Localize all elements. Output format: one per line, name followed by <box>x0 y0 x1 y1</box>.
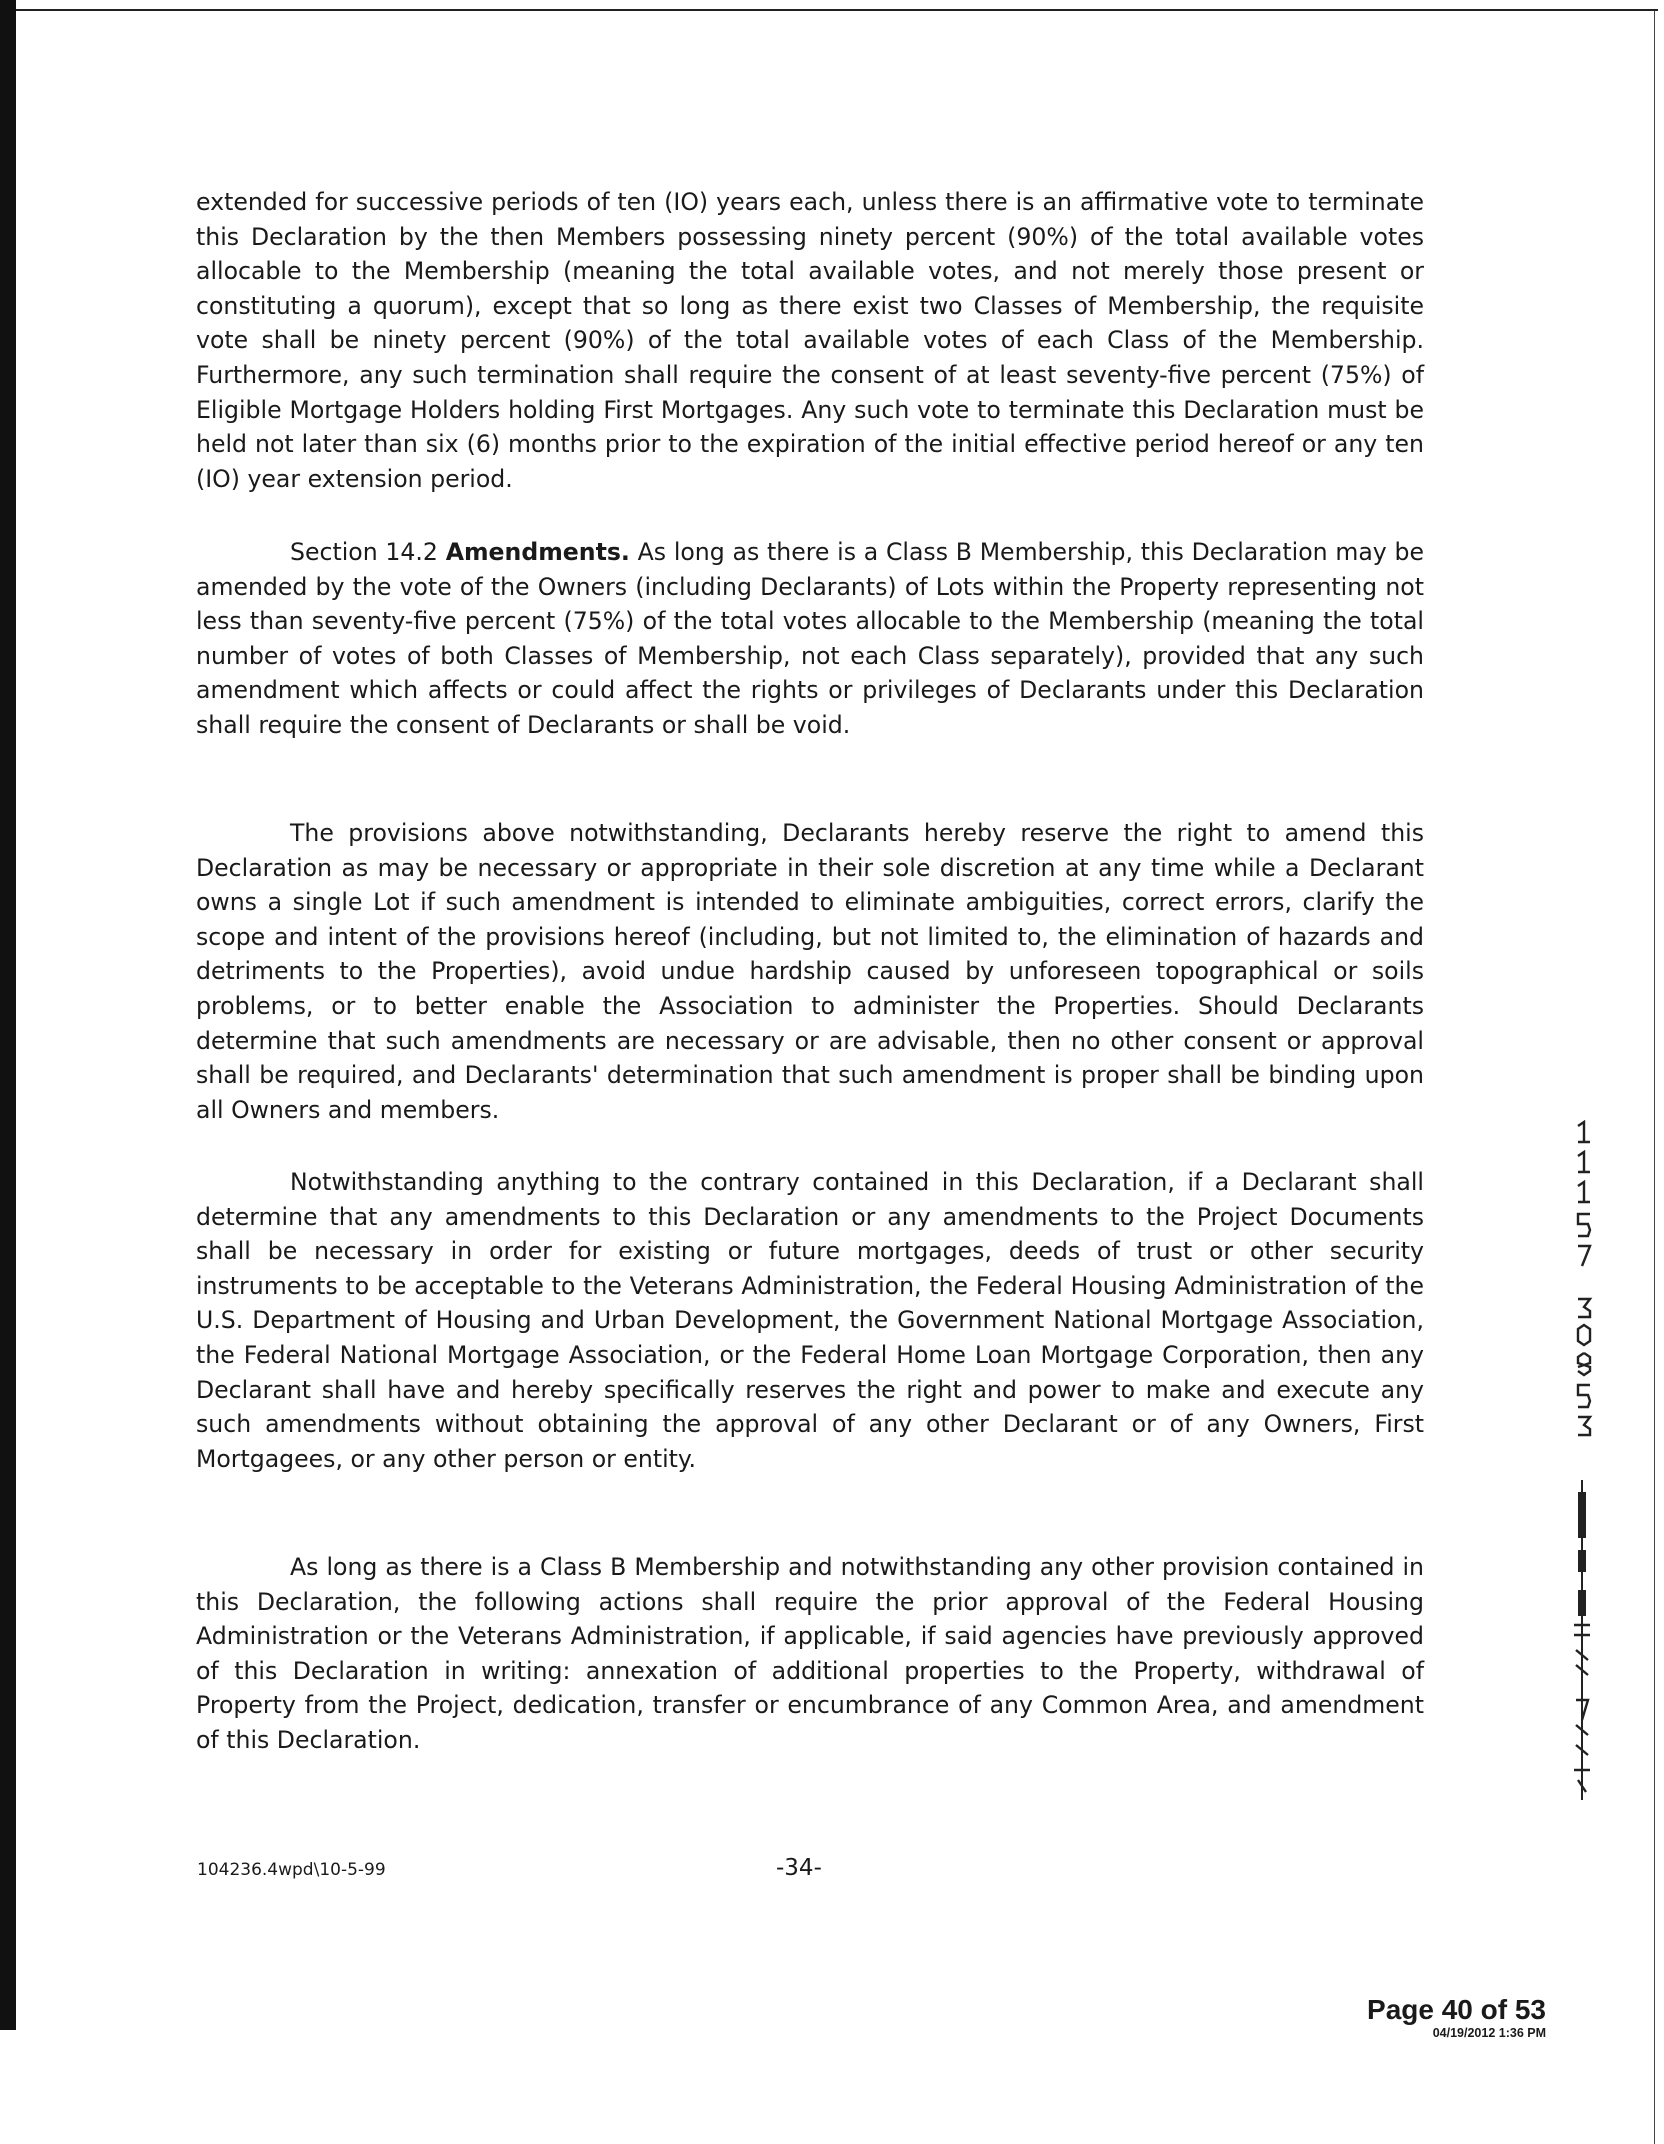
stamp-timestamp: 04/19/2012 1:36 PM <box>1432 2026 1546 2040</box>
recording-digits-upper <box>1578 1122 1590 1266</box>
paragraph-declarant-amendment: The provisions above notwithstanding, Declarants hereby reserve the right to amend this Declaration as may be necessary or appropriate in their sole discretion at any time while a Declarant owns a single Lot if such amendment is intended to eliminate ambiguities, correct errors, clarify the scope and intent of the provisions hereof (including, but not limited to, the elimination of hazards and detriments to the Properties), avoid undue hardship caused by unforeseen topographical or soils problems, or to better enable the Association to administer the Properties. Should Declarants determine that such amendments are necessary or are advisable, then no other consent or approval shall be required, and Declarants' determination that such amendment is proper shall be binding upon all Owners and members. <box>196 819 1424 1124</box>
footer-document-id: 104236.4wpd\10-5-99 <box>197 1860 386 1880</box>
scan-right-edge <box>1654 11 1655 2144</box>
section-number: Section 14.2 <box>290 538 446 566</box>
recording-line-marks <box>1574 1480 1590 1800</box>
recording-number-graphic <box>1564 1120 1600 1800</box>
page-stamp <box>1356 1995 1546 2041</box>
scan-left-edge <box>0 0 16 2030</box>
paragraph-section-14-2 <box>196 535 1424 743</box>
scan-top-edge <box>16 9 1658 11</box>
recording-digits-lower <box>1578 1299 1590 1435</box>
footer-page-number: -34- <box>776 1855 822 1881</box>
margin-recording-stamp <box>1564 1120 1600 1800</box>
section-body: As long as there is a Class B Membership, this Declaration may be amended by the vote of the Owners (including Declarants) of Lots within the Property representing not less than seventy-five percent (75%) of the total votes allocable to the Membership (meaning the total number of votes of both Classes of Membership, not each Class separately), provided that any such amendment which affects or could affect the rights or privileges of Declarants under this Declaration shall require the consent of Declarants or shall be void. <box>196 538 1424 739</box>
section-heading: Amendments. <box>445 538 630 566</box>
paragraph-mortgage-amendment: Notwithstanding anything to the contrary contained in this Declaration, if a Declarant shall determine that any amendments to this Declaration or any amendments to the Project Documents shall be necessary in order for existing or future mortgages, deeds of trust or other security instruments to be acceptable to the Veterans Administration, the Federal Housing Administration of the U.S. Department of Housing and Urban Development, the Government National Mortgage Association, the Federal National Mortgage Association, or the Federal Home Loan Mortgage Corporation, then any Declarant shall have and hereby specifically reserves the right and power to make and execute any such amendments without obtaining the approval of any other Declarant or of any Owners, First Mortgagees, or any other person or entity. <box>196 1168 1424 1473</box>
page-count-label: Page 40 of 53 <box>1367 1994 1546 2025</box>
paragraph-fha-va-approval: As long as there is a Class B Membership and notwithstanding any other provision contained in this Declaration, the following actions shall require the prior approval of the Federal Housing Administration or the Veterans Administration, if applicable, if said agencies have previously approved of this Declaration in writing: annexation of additional properties to the Property, withdrawal of Property from the Project, dedication, transfer or encumbrance of any Common Area, and amendment of this Declaration. <box>196 1553 1424 1754</box>
paragraph-term-extension: extended for successive periods of ten (IO) years each, unless there is an affirmative vote to terminate this Declaration by the then Members possessing ninety percent (90%) of the total available votes allocable to the Membership (meaning the total available votes, and not merely those present or constituting a quorum), except that so long as there exist two Classes of Membership, the requisite vote shall be ninety percent (90%) of the total available votes of each Class of the Membership. Furthermore, any such termination shall require the consent of at least seventy-five percent (75%) of Eligible Mortgage Holders holding First Mortgages. Any such vote to terminate this Declaration must be held not later than six (6) months prior to the expiration of the initial effective period hereof or any ten (IO) year extension period. <box>196 188 1424 493</box>
